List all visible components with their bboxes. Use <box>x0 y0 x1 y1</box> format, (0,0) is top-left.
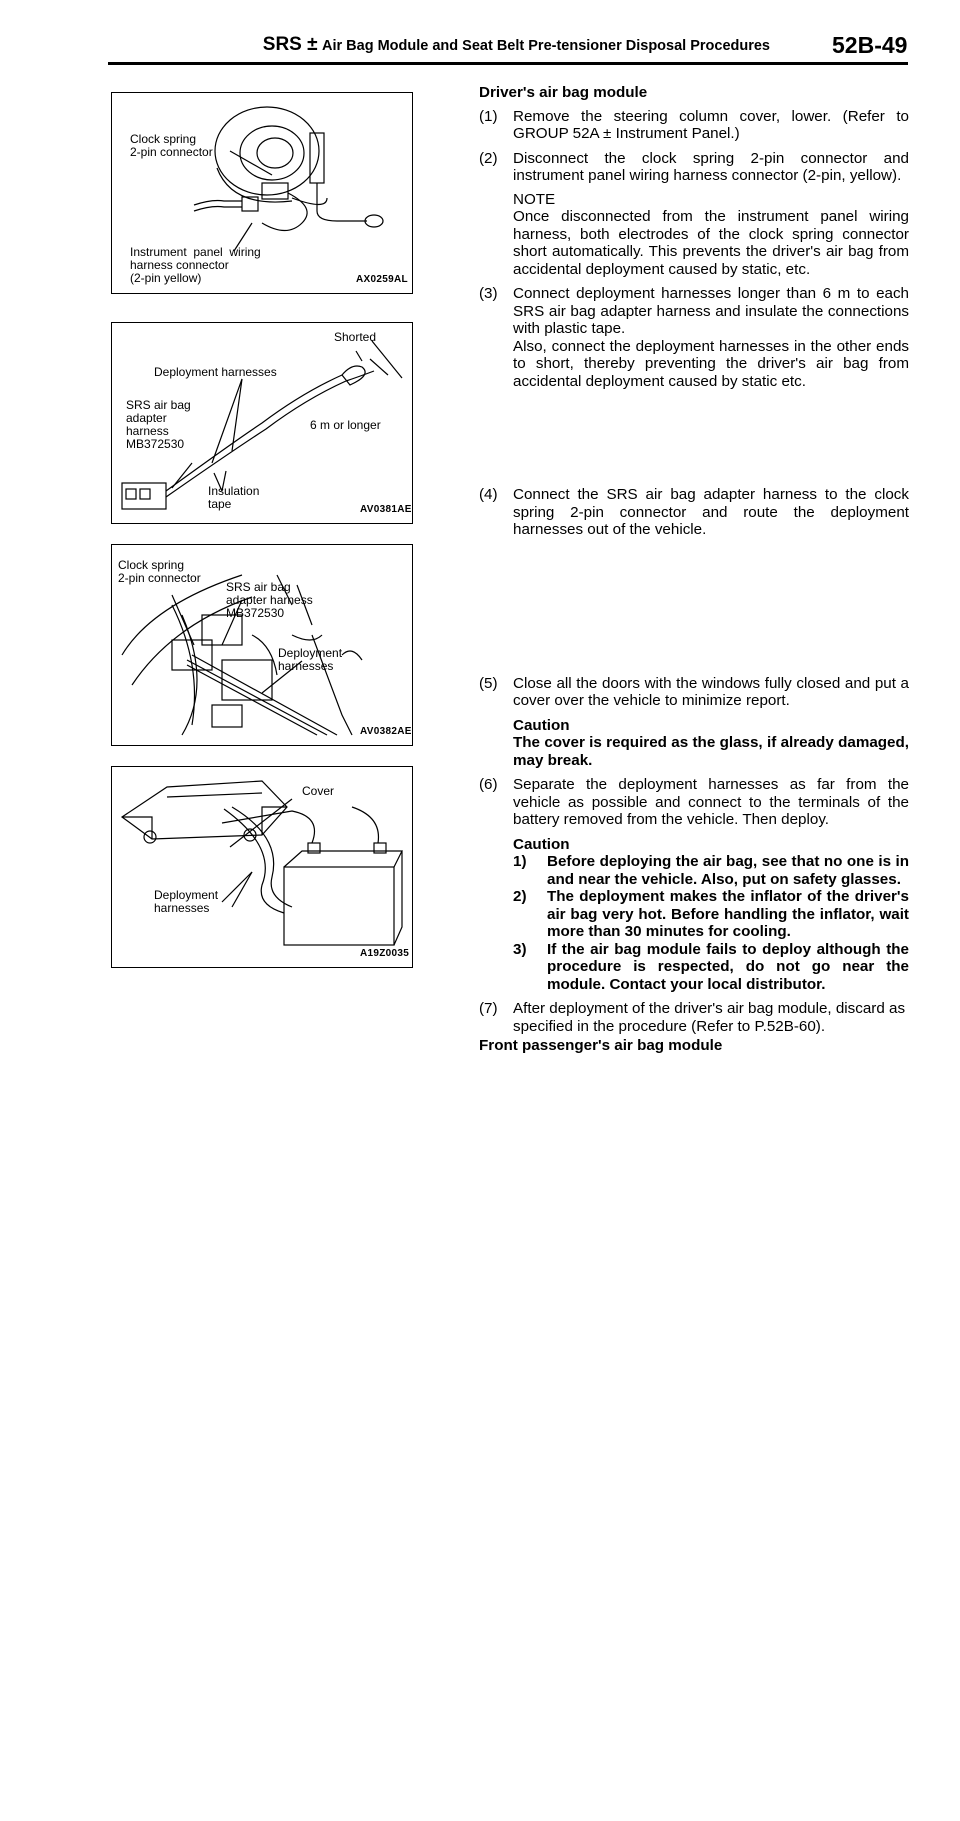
label-clock-spring: Clock spring 2-pin connector <box>130 132 213 159</box>
label-adapter-harness: SRS air bag adapter harness MB372530 <box>226 580 313 620</box>
header-title-line <box>263 34 770 56</box>
page-header <box>0 0 960 70</box>
step-number: (5) <box>479 674 498 692</box>
step-number: (6) <box>479 776 498 793</box>
step-text: Remove the steering column cover, lower. (Refer to GROUP 52A ± Instrument Panel.) <box>513 107 909 142</box>
step-text: Disconnect the clock spring 2-pin connector and instrument panel wiring harness connector (2-pin, yellow). <box>513 149 909 184</box>
note <box>479 191 909 279</box>
header-title: Air Bag Module and Seat Belt Pre-tensioner Disposal Procedures <box>322 38 770 54</box>
step-4 <box>479 486 909 539</box>
step-text: Separate the deployment harnesses as far from the vehicle as possible and connect to the terminals of the battery removed from the vehicle. Then deploy. <box>513 776 909 828</box>
label-shorted: Shorted <box>334 330 377 344</box>
caution-item-text: If the air bag module fails to deploy although the procedure is respected, do not go near the module. Contact your local distributor. <box>547 940 909 993</box>
step-1 <box>479 108 909 143</box>
caution-item-number: 3) <box>513 940 527 958</box>
caution-text: The cover is required as the glass, if already damaged, may break. <box>513 734 909 769</box>
step-5 <box>479 675 909 710</box>
caution-item-number: 2) <box>513 888 527 905</box>
figure-code: AV0381AE <box>360 504 412 515</box>
caution-item-number: 1) <box>513 853 527 870</box>
section-heading-driver: Driver's air bag module <box>479 84 648 101</box>
label-cover: Cover <box>302 784 335 798</box>
step-number: (3) <box>479 285 498 302</box>
figure-clock-spring <box>111 92 413 294</box>
label-deployment-harnesses: Deployment harnesses <box>278 646 343 673</box>
caution-item-3 <box>513 941 909 994</box>
figure-vehicle-battery <box>111 766 413 968</box>
step-number: (2) <box>479 149 498 167</box>
label-clock-spring: Clock spring 2-pin connector <box>118 558 201 585</box>
figure-code: A19Z0035 <box>360 948 410 959</box>
step-number: (7) <box>479 1000 498 1017</box>
caution-item-text: The deployment makes the inflator of the driver's air bag very hot. Before handling the inflator, wait more than 30 minutes for cooling. <box>547 888 909 940</box>
caution-item-2 <box>513 888 909 941</box>
note-text: Once disconnected from the instrument panel wiring harness, both electrodes of the clock spring connector short automatically. This prevents the driver's air bag from accidental deployment caused by static, etc. <box>513 208 909 278</box>
note-title: NOTE <box>513 190 556 208</box>
caution-title: Caution <box>513 835 570 853</box>
label-deployment-harnesses: Deployment harnesses <box>154 888 219 915</box>
figure-adapter-connection <box>111 544 413 746</box>
step-7 <box>479 1000 909 1035</box>
step-text: Close all the doors with the windows fully closed and put a cover over the vehicle to minimize report. <box>513 674 909 709</box>
step-number: (1) <box>479 107 498 125</box>
step-text: After deployment of the driver's air bag module, discard as specified in the procedure (Refer to P.52B-60). <box>513 1000 906 1035</box>
step-text: Connect the SRS air bag adapter harness to the clock spring 2-pin connector and route the deployment harnesses out of the vehicle. <box>513 486 909 538</box>
step-3 <box>479 285 909 390</box>
figure-deployment-harnesses <box>111 322 413 524</box>
label-adapter-harness: SRS air bag adapter harness MB372530 <box>126 398 191 451</box>
figure-code: AV0382AE <box>360 726 412 737</box>
caution-deploy <box>479 836 909 994</box>
figure-code: AX0259AL <box>356 274 408 285</box>
label-deployment-harnesses: Deployment harnesses <box>154 365 277 379</box>
header-system: SRS ± <box>262 34 318 55</box>
caution-item-1 <box>513 853 909 888</box>
label-insulation: Insulation tape <box>208 484 260 511</box>
page-number: 52B-49 <box>832 32 908 58</box>
header-rule <box>108 62 908 65</box>
caution-title: Caution <box>513 716 570 734</box>
step-text: Connect deployment harnesses longer than 6 m to each SRS air bag adapter harness and insulate the connections with plastic tape. <box>513 285 909 337</box>
vehicle-battery-illustration <box>112 767 412 967</box>
step-number: (4) <box>479 486 498 503</box>
label-length: 6 m or longer <box>310 418 381 432</box>
caution-item-text: Before deploying the air bag, see that no one is in and near the vehicle. Also, put on safety glasses. <box>547 853 909 888</box>
procedure-text <box>479 84 909 1061</box>
step-2 <box>479 150 909 185</box>
caution-cover <box>479 717 909 770</box>
label-harness-connector: Instrument panel wiring harness connector (2-pin yellow) <box>130 245 261 285</box>
step-text-continued: Also, connect the deployment harnesses in the other ends to short, thereby preventing the driver's air bag from accidental deployment caused by static etc. <box>513 337 909 390</box>
step-6 <box>479 776 909 829</box>
section-heading-passenger: Front passenger's air bag module <box>479 1037 723 1054</box>
